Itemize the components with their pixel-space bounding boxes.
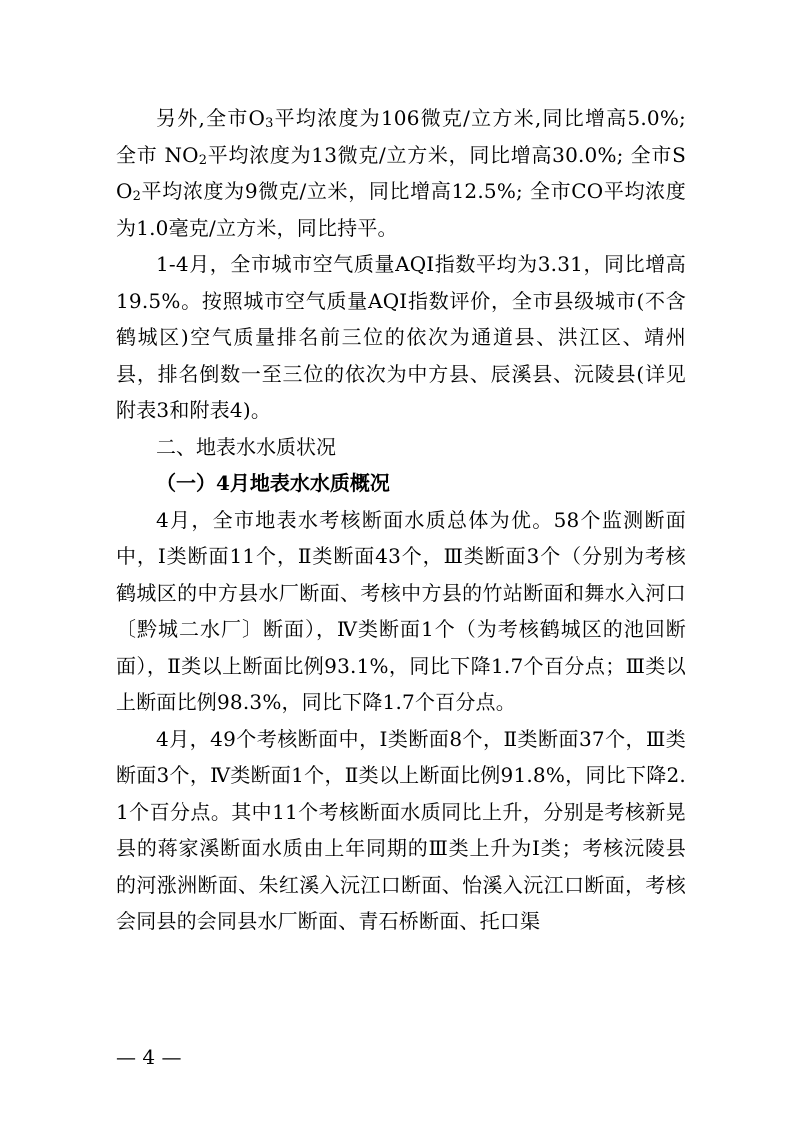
- subscript-so2: 2: [132, 189, 142, 204]
- page-number: — 4 —: [116, 1045, 182, 1069]
- paragraph-assessment-sections: 4月，49个考核断面中，Ⅰ类断面8个，Ⅱ类断面37个，Ⅲ类断面3个，Ⅳ类断面1个，Ⅱ类以上断面比例91.8%，同比下降2.1个百分点。其中11个考核断面水质同比上升，分别是考核新晃县的蒋家溪断面水质由上年同期的Ⅲ类上升为Ⅰ类；考核沅陵县的河涨洲断面、朱红溪入沅江口断面、怡溪入沅江口断面，考核会同县的会同县水厂断面、青石桥断面、托口渠: [116, 726, 686, 933]
- paragraph-air-text-3: 平均浓度为13微克/立方米，同比增高30.0%; 全市SO: [116, 142, 686, 203]
- subsection-heading-april-overview: （一）4月地表水水质概况: [156, 471, 390, 495]
- paragraph-air-text-4: 平均浓度为9微克/立米，同比增高12.5%; 全市CO平均浓度为1.0毫克/立方米，同比持平。: [116, 179, 686, 240]
- paragraph-air-text-1: 另外,全市O: [156, 106, 266, 130]
- subscript-no2: 2: [198, 152, 208, 168]
- section-heading-surface-water: 二、地表水水质状况: [156, 434, 336, 459]
- paragraph-monitoring-sections: 4月，全市地表水考核断面水质总体为优。58个监测断面中，Ⅰ类断面11个，Ⅱ类断面43个，Ⅲ类断面3个（分别为考核鹤城区的中方县水厂断面、考核中方县的竹站断面和舞水入河口〔黔城二水厂〕断面），Ⅳ类断面1个（为考核鹤城区的池回断面），Ⅱ类以上断面比例93.1%，同比下降1.7个百分点；Ⅲ类以上断面比例98.3%，同比下降1.7个百分点。: [116, 507, 686, 714]
- subscript-o3: 3: [265, 116, 274, 131]
- paragraph-air-text-2: 平均浓度为106微克/立方米,同比增高5.0%; 全市 NO: [116, 106, 686, 167]
- paragraph-air-pollutants: [116, 100, 686, 246]
- paragraph-aqi-index: 1-4月，全市城市空气质量AQI指数平均为3.31，同比增高19.5%。按照城市空气质量AQI指数评价，全市县级城市(不含鹤城区)空气质量排名前三位的依次为通道县、洪江区、靖州县，排名倒数一至三位的依次为中方县、辰溪县、沅陵县(详见附表3和附表4)。: [116, 252, 686, 422]
- document-body: [116, 100, 686, 940]
